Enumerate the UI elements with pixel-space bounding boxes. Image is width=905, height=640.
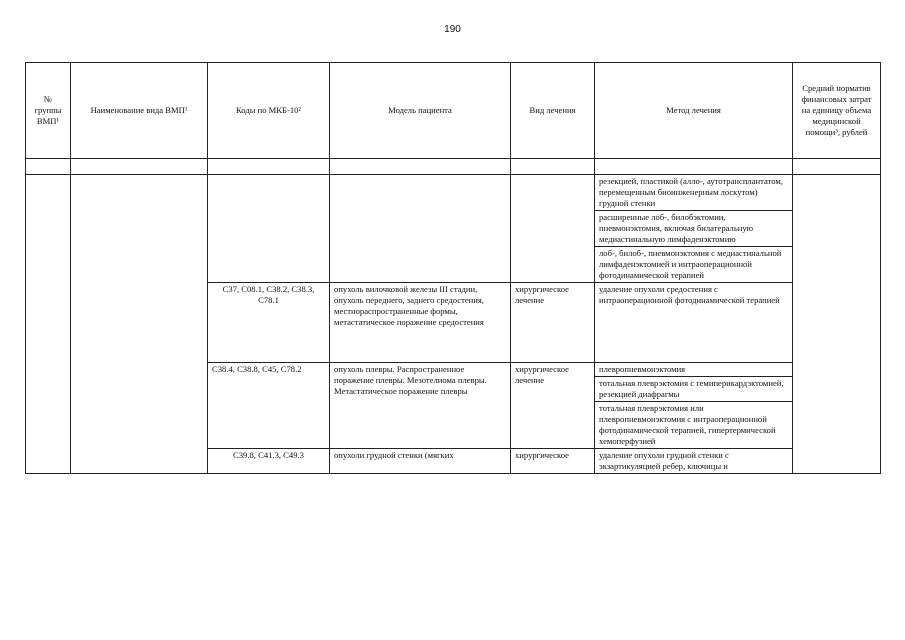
column-number-row <box>26 159 881 175</box>
cell-method: резекцией, пластикой (алло-, аутотрансплантатом, перемещенным биоинженерным лоскутом) грудной стенки <box>595 175 793 211</box>
header-vmp-name: Наименование вида ВМП¹ <box>71 63 208 159</box>
cell-method: тотальная плеврэктомия с гемиперикардэктомией, резекцией диафрагмы <box>595 377 793 402</box>
header-treatment-type: Вид лечения <box>511 63 595 159</box>
cell-method: тотальная плеврэктомия или плевропневмонэктомия с интраоперационной фотодинамической терапией, гипертермической хемоперфузией <box>595 402 793 449</box>
cell-codes: C38.4, C38.8, C45, C78.2 <box>208 363 330 449</box>
cell-codes: C39.8, C41.3, C49.3 <box>208 449 330 474</box>
page-number: 190 <box>444 24 461 35</box>
vmp-table <box>25 62 881 474</box>
header-patient-model: Модель пациента <box>330 63 511 159</box>
cell-type: хирургическое лечение <box>511 283 595 363</box>
cell-model: опухоли грудной стенки (мягких <box>330 449 511 474</box>
cell-model <box>330 175 511 283</box>
cell-type <box>511 175 595 283</box>
header-icd-codes: Коды по МКБ-10² <box>208 63 330 159</box>
cell-method: расширенные лоб-, билобэктомии, пневмонэктомия, включая билатеральную медиастинальную лимфаденэктомию <box>595 211 793 247</box>
cell-method: удаление опухоли грудной стенки с экзартикуляцией ребер, ключицы и <box>595 449 793 474</box>
cell-avg-norm <box>793 175 881 474</box>
header-treatment-method: Метод лечения <box>595 63 793 159</box>
cell-type: хирургическое лечение <box>511 363 595 449</box>
cell-codes <box>208 175 330 283</box>
header-avg-norm: Средний норматив финансовых затрат на единицу объема медицинской помощи³, рублей <box>793 63 881 159</box>
table-row <box>26 175 881 211</box>
cell-vmp-name <box>71 175 208 474</box>
cell-method: лоб-, билоб-, пневмонэктомия с медиастинальной лимфаденэктомией и интраоперационной фотодинамической терапией <box>595 247 793 283</box>
cell-model: опухоль плевры. Распространенное поражение плевры. Мезотелиома плевры. Метастатическое поражение плевры <box>330 363 511 449</box>
table-header-row <box>26 63 881 159</box>
cell-method: удаление опухоли средостения с интраоперационной фотодинамической терапией <box>595 283 793 363</box>
cell-codes: C37, C08.1, C38.2, C38.3, C78.1 <box>208 283 330 363</box>
cell-group-no <box>26 175 71 474</box>
cell-type: хирургическое <box>511 449 595 474</box>
cell-model: опухоль вилочковой железы III стадии, опухоль переднего, заднего средостения, местнораспространенные формы, метастатическое поражение средостения <box>330 283 511 363</box>
cell-method: плевропневмонэктомия <box>595 363 793 377</box>
header-group-no: № группы ВМП¹ <box>26 63 71 159</box>
